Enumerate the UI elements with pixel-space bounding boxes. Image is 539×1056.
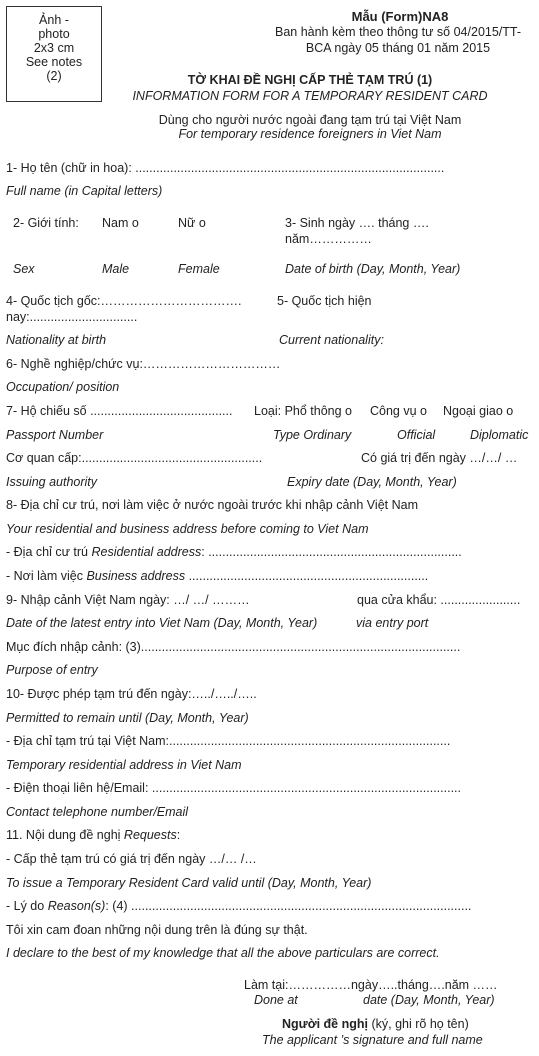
nationality-birth-field[interactable]: 4- Quốc tịch gốc:…………………………….	[6, 294, 242, 308]
diplomatic-label-en: Diplomatic	[470, 428, 529, 442]
photo-line: (2)	[46, 69, 62, 83]
permitted-until-field[interactable]: 10- Được phép tạm trú đến ngày:…../…../…..	[6, 687, 257, 701]
photo-line: See notes	[25, 55, 83, 69]
title-en: INFORMATION FORM FOR A TEMPORARY RESIDENT CARD	[132, 89, 488, 103]
female-label-en: Female	[178, 262, 220, 276]
card-validity-field[interactable]: - Cấp thẻ tạm trú có giá trị đến ngày …/… /…	[6, 852, 257, 866]
occupation-label-en: Occupation/ position	[6, 380, 120, 394]
official-label-en: Official	[397, 428, 436, 442]
residential-dots: : .........................................................................	[201, 545, 462, 559]
foreign-address-heading: 8- Địa chỉ cư trú, nơi làm việc ở nước ngoài trước khi nhập cảnh Việt Nam	[6, 498, 418, 512]
applicant-label-en: The applicant ’s signature and full name	[262, 1033, 483, 1047]
form-number: Mẫu (Form)NA8	[351, 9, 449, 24]
business-label-en: Business address	[86, 569, 186, 583]
reason-field[interactable]	[6, 899, 471, 914]
dob-year-field[interactable]: năm……………	[285, 232, 372, 246]
nationality-current-label: 5- Quốc tịch hiện	[277, 294, 372, 308]
subtitle-en: For temporary residence foreigners in Viet Nam	[178, 127, 442, 141]
passport-field[interactable]: 7- Hộ chiếu số .........................................	[6, 404, 233, 418]
subtitle-vi: Dùng cho người nước ngoài đang tạm trú tại Việt Nam	[158, 113, 462, 127]
photo-line: 2x3 cm	[33, 41, 75, 55]
passport-label-en: Passport Number	[6, 428, 104, 442]
nationality-current-label-en: Current nationality:	[279, 333, 384, 347]
applicant-label-bold: Người đề nghị	[282, 1017, 368, 1031]
business-label-vi: - Nơi làm việc	[6, 569, 87, 583]
sex-label-en: Sex	[13, 262, 35, 276]
business-address-field[interactable]	[6, 569, 428, 584]
female-option[interactable]: Nữ o	[178, 216, 206, 230]
expiry-field[interactable]: Có giá trị đến ngày …/…/ …	[361, 451, 518, 465]
sex-label: 2- Giới tính:	[13, 216, 79, 230]
name-field[interactable]: 1- Họ tên (chữ in hoa): .........................................................................................	[6, 161, 445, 175]
date-label-en: date (Day, Month, Year)	[363, 993, 495, 1007]
done-at-field[interactable]: Làm tại:……………ngày…..tháng….năm ……	[244, 978, 498, 992]
requests-label-vi: 11. Nội dung đề nghị	[6, 828, 124, 842]
entry-date-field[interactable]: 9- Nhập cảnh Việt Nam ngày: …/ …/ ………	[6, 593, 250, 607]
passport-type-official[interactable]: Công vụ o	[370, 404, 427, 418]
male-label-en: Male	[102, 262, 130, 276]
dob-field[interactable]: 3- Sinh ngày …. tháng ….	[285, 216, 429, 230]
applicant-label-note: (ký, ghi rõ họ tên)	[368, 1017, 469, 1031]
nationality-current-field[interactable]: nay:...............................	[6, 310, 138, 324]
entry-date-label-en: Date of the latest entry into Viet Nam (Day, Month, Year)	[6, 616, 318, 630]
declaration-vi: Tôi xin cam đoan những nội dung trên là đúng sự thật.	[6, 923, 308, 937]
type-ordinary-label-en: Type Ordinary	[273, 428, 352, 442]
title-vi: TỜ KHAI ĐỀ NGHỊ CẤP THẺ TẠM TRÚ (1)	[187, 73, 433, 87]
residential-address-field[interactable]	[6, 545, 462, 560]
entry-port-field[interactable]: qua cửa khẩu: .......................	[357, 593, 521, 607]
passport-type-diplomatic[interactable]: Ngoại giao o	[443, 404, 514, 418]
purpose-label-en: Purpose of entry	[6, 663, 98, 677]
male-option[interactable]: Nam o	[102, 216, 139, 230]
temporary-address-field[interactable]: - Địa chỉ tạm trú tại Việt Nam:.................................................................................	[6, 734, 451, 748]
applicant-label	[282, 1017, 469, 1032]
temporary-address-label-en: Temporary residential address in Viet Nam	[6, 758, 242, 772]
expiry-label-en: Expiry date (Day, Month, Year)	[287, 475, 457, 489]
purpose-field[interactable]: Mục đích nhập cảnh: (3)............................................................................................	[6, 640, 461, 654]
requests-label-en: Requests	[123, 828, 177, 842]
residential-label-vi: - Địa chỉ cư trú	[6, 545, 92, 559]
reason-label-en: Reason(s)	[47, 899, 106, 913]
photo-line: Ảnh -	[39, 13, 69, 27]
contact-label-en: Contact telephone number/Email	[6, 805, 189, 819]
occupation-field[interactable]: 6- Nghề nghiệp/chức vụ:……………………………	[6, 357, 281, 371]
passport-type-ordinary[interactable]: Loại: Phổ thông o	[254, 404, 352, 418]
done-at-label-en: Done at	[254, 993, 298, 1007]
foreign-address-heading-en: Your residential and business address before coming to Viet Nam	[6, 522, 369, 536]
issued-line-2: BCA ngày 05 tháng 01 năm 2015	[305, 41, 491, 55]
requests-heading	[6, 828, 180, 843]
entry-port-label-en: via entry port	[356, 616, 429, 630]
reason-label-vi: - Lý do	[6, 899, 48, 913]
permitted-until-label-en: Permitted to remain until (Day, Month, Year)	[6, 711, 249, 725]
residential-label-en: Residential address	[91, 545, 202, 559]
card-validity-label-en: To issue a Temporary Resident Card valid until (Day, Month, Year)	[6, 876, 372, 890]
business-dots: .....................................................................	[185, 569, 429, 583]
nationality-birth-label-en: Nationality at birth	[6, 333, 107, 347]
photo-line: photo	[38, 27, 70, 41]
authority-field[interactable]: Cơ quan cấp:....................................................	[6, 451, 263, 465]
contact-field[interactable]: - Điện thoại liên hệ/Email: .........................................................................................	[6, 781, 461, 795]
reason-dots: : (4) ..................................................................................................	[105, 899, 472, 913]
declaration-en: I declare to the best of my knowledge that all the above particulars are correct.	[6, 946, 440, 960]
requests-colon: :	[176, 828, 181, 842]
photo-box	[6, 6, 102, 102]
authority-label-en: Issuing authority	[6, 475, 98, 489]
name-label-en: Full name (in Capital letters)	[6, 184, 163, 198]
dob-label-en: Date of birth (Day, Month, Year)	[285, 262, 461, 276]
issued-line-1: Ban hành kèm theo thông tư số 04/2015/TT-	[274, 25, 522, 39]
